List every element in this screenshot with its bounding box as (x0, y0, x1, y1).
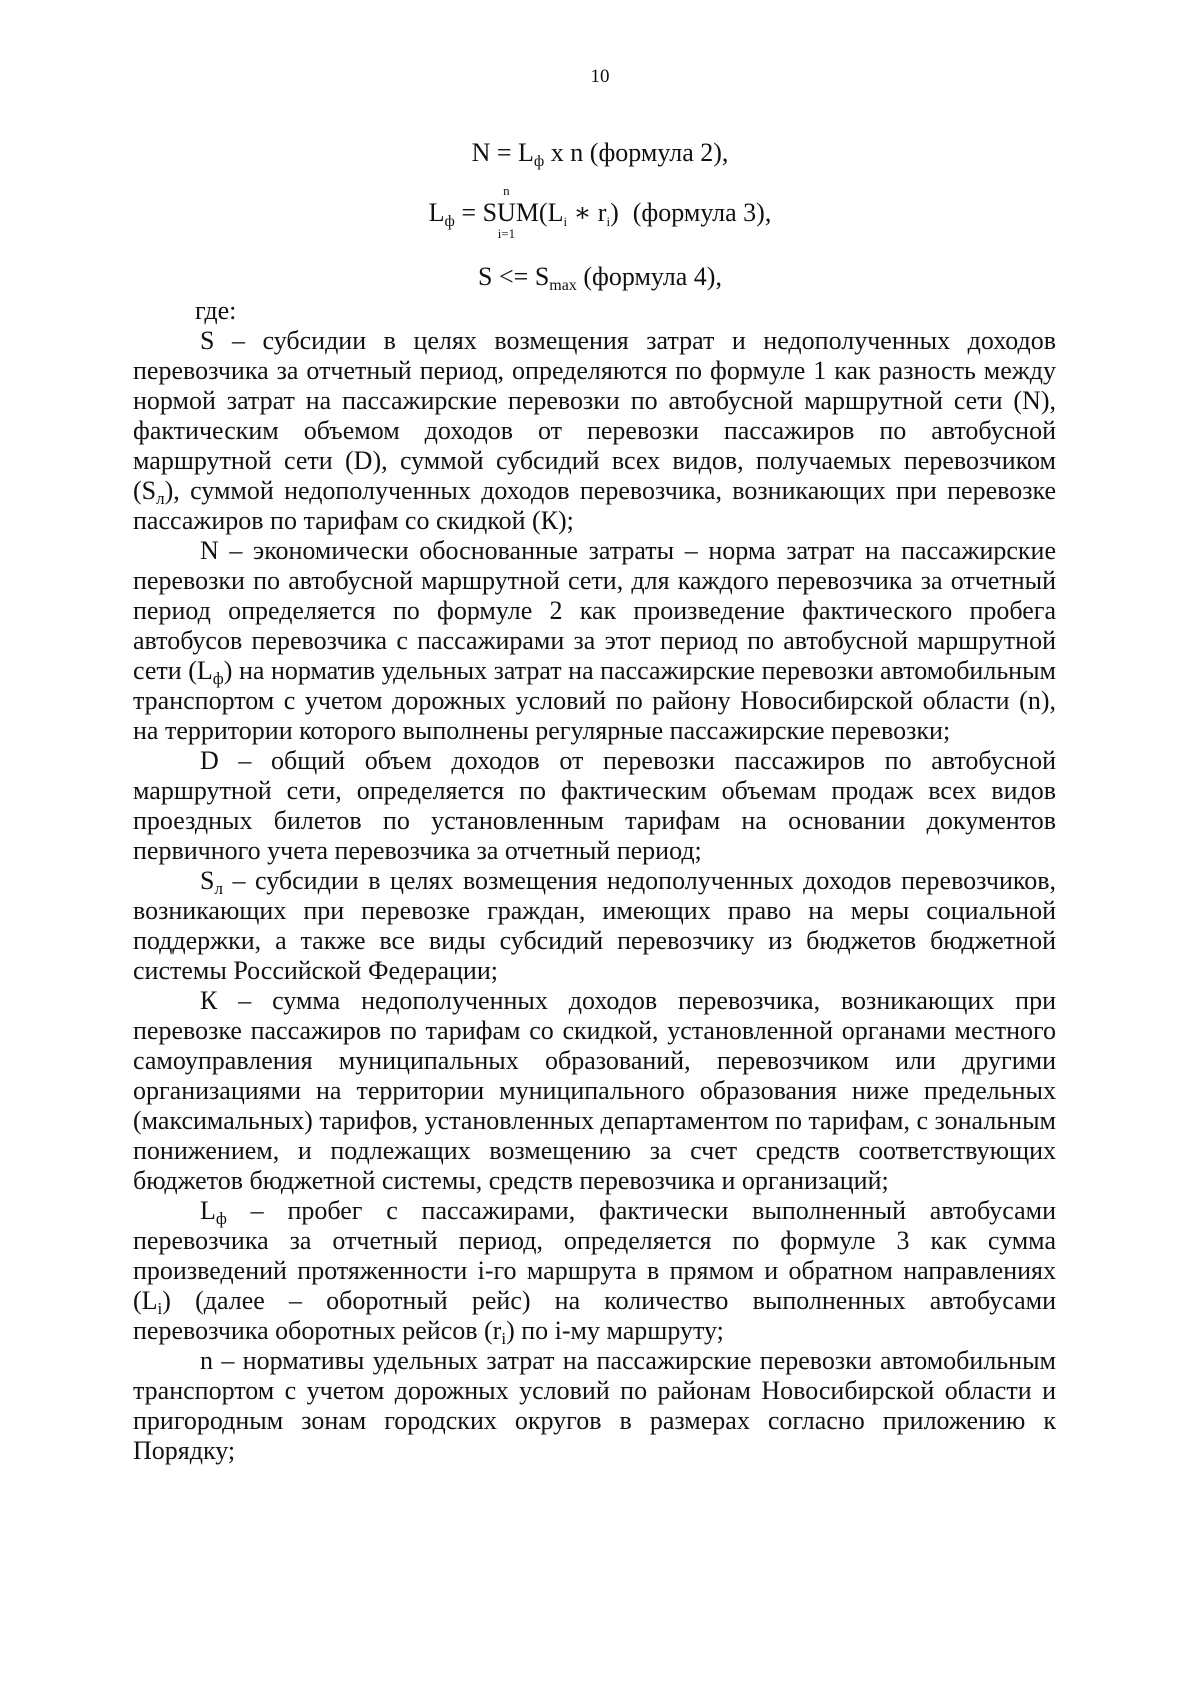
definition-lf (133, 1196, 1056, 1346)
definition-n-norms: n – нормативы удельных затрат на пассажирские перевозки автомобильным транспортом с учетом дорожных условий по районам Новосибирской области и пригородным зонам городских округов в размерах согласно приложению к Порядку; (133, 1346, 1056, 1465)
definition-s-text: S – субсидии в целях возмещения затрат и недополученных доходов перевозчика за отчетный период, определяются по формуле 1 как разность между нормой затрат на пассажирские перевозки по автобусной маршрутной сети (N), фактическим объемом доходов от перевозки пассажиров по автобусной маршрутной сети (D), суммой субсидий всех видов, получаемых перевозчиком (S (133, 326, 1056, 505)
definitions-text (133, 296, 1056, 1466)
definition-lf-text-mid: ) (далее – оборотный рейс) на количество выполненных автобусами перевозчика оборотных рейсов (r (133, 1286, 1056, 1345)
formula-2-lhs-subscript: ф (533, 153, 545, 170)
definition-n-text-end: ) на норматив удельных затрат на пассажирские перевозки автомобильным транспортом с учетом дорожных условий по району Новосибирской области (n), на территории которого выполнены регулярные пассажирские перевозки; (133, 656, 1057, 745)
formula-4-lhs-subscript: max (549, 277, 577, 294)
formula-3-li-subscript: i (563, 214, 568, 229)
formula-2 (0, 138, 1200, 168)
where-label: где: (195, 296, 237, 325)
page-number: 10 (590, 66, 610, 87)
formula-4-lhs: S <= S (478, 262, 550, 291)
formula-2-rhs: x n (формула 2), (544, 138, 729, 167)
sum-upper-limit: n (503, 183, 510, 198)
sum-letter: U (497, 198, 516, 227)
definition-lf-symbol: L (200, 1196, 216, 1225)
formula-3-mid: ∗ r (567, 198, 607, 227)
definition-d: D – общий объем доходов от перевозки пассажиров по автобусной маршрутной сети, определяется по фактическим объемам продаж всех видов проездных билетов по установленным тарифам на основании документов первичного учета перевозчика за отчетный период; (133, 746, 1056, 865)
definition-sl-subscript: л (214, 879, 223, 898)
sum-operator (497, 183, 516, 241)
formula-2-lhs: N = L (471, 138, 534, 167)
definition-n (133, 536, 1056, 746)
formula-3-label: (формула 3), (632, 198, 772, 227)
formula-3-close: ) (610, 198, 619, 227)
definition-sl (133, 866, 1056, 986)
formula-4-rhs: (формула 4), (576, 262, 722, 291)
definition-sl-symbol: S (200, 866, 215, 895)
definition-s (133, 326, 1056, 536)
definition-k: К – сумма недополученных доходов перевозчика, возникающих при перевозке пассажиров по тарифам со скидкой, установленной органами местного самоуправления муниципальных образований, перевозчиком или другими организациями на территории муниципального образования ниже предельных (максимальных) тарифов, установленных департаментом по тарифам, с зональным понижением, и подлежащих возмещению за счет средств соответствующих бюджетов бюджетной системы, средств перевозчика и организаций; (133, 986, 1056, 1195)
definition-s-text-end: ), суммой недополученных доходов перевозчика, возникающих при перевозке пассажиров по тарифам со скидкой (К); (133, 476, 1056, 535)
definition-n-subscript: ф (212, 669, 224, 688)
formula-3-eq: = S (454, 198, 498, 227)
definition-sl-text: – субсидии в целях возмещения недополученных доходов перевозчиков, возникающих при перевозке граждан, имеющих право на меры социальной поддержки, а также все виды субсидий перевозчику из бюджетов бюджетной системы Российской Федерации; (133, 866, 1056, 985)
definition-lf-subscript: ф (215, 1209, 227, 1228)
definition-s-subscript: л (156, 489, 165, 508)
definition-lf-text-end: ) по i-му маршруту; (506, 1316, 724, 1345)
formula-3 (0, 183, 1200, 241)
formula-3-lhs-subscript: ф (444, 213, 455, 230)
formula-3-sum-after: M(L (515, 198, 564, 227)
definition-lf-ri-subscript: i (501, 1329, 507, 1348)
definition-n-text: N – экономически обоснованные затраты – норма затрат на пассажирские перевозки по автобусной маршрутной сети, для каждого перевозчика за отчетный период определяется по формуле 2 как произведение фактического пробега автобусов перевозчика с пассажирами за этот период по автобусной маршрутной сети (L (133, 536, 1056, 685)
formula-3-body (428, 183, 772, 241)
definition-lf-text: – пробег с пассажирами, фактически выполненный автобусами перевозчика за отчетный период, определяется по формуле 3 как сумма произведений протяженности i-го маршрута в прямом и обратном направлениях (L (133, 1196, 1056, 1315)
definition-lf-li-subscript: i (157, 1299, 163, 1318)
formula-4 (0, 262, 1200, 292)
formula-3-ri-subscript: i (606, 214, 611, 229)
formula-3-lhs: L (428, 198, 445, 227)
sum-lower-limit: i=1 (497, 226, 516, 241)
